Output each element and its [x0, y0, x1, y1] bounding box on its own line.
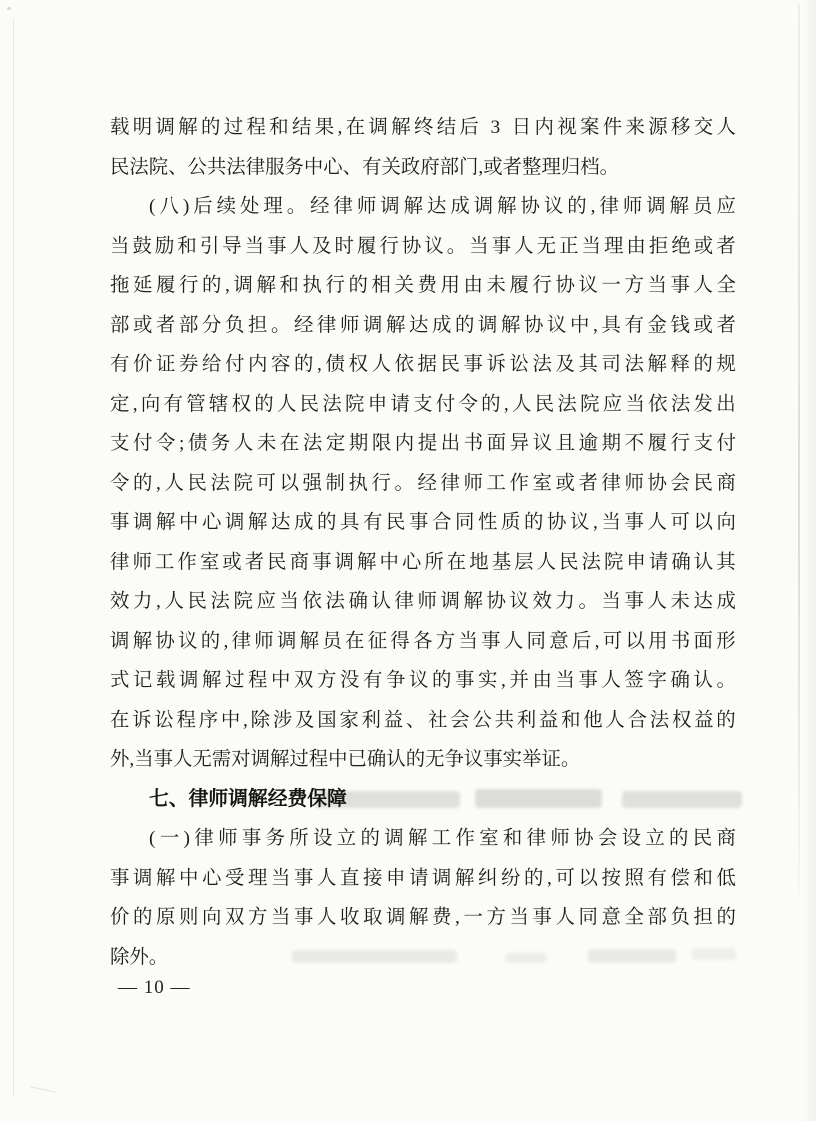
scan-speck [7, 7, 11, 10]
scan-edge-right-shade [802, 0, 816, 1121]
section-heading: 七、律师调解经费保障 [149, 787, 347, 810]
text-line: ( 八 ) 后 续 处 理 。 经 律 师 调 解 达 成 调 解 协 议 的 , 律 师 调 解 员 应 [149, 196, 736, 217]
text-line: 调 解 协 议 的 , 律 师 调 解 员 在 征 得 各 方 当 事 人 同 意 后 , 可 以 用 书 面 形 [110, 630, 736, 652]
text-line: 除外。 [110, 946, 169, 968]
document-body [110, 108, 736, 977]
text-line: 部 或 者 部 分 负 担 。 经 律 师 调 解 达 成 的 调 解 协 议 中 , 具 有 金 钱 或 者 [110, 314, 736, 336]
text-line: 效 力 , 人 民 法 院 应 当 依 法 确 认 律 师 调 解 协 议 效 力 。 当 事 人 未 达 成 [110, 591, 736, 612]
text-line: 支 付 令 ; 债 务 人 未 在 法 定 期 限 内 提 出 书 面 异 议 且 逾 期 不 履 行 支 付 [110, 433, 736, 454]
text-line: 律 师 工 作 室 或 者 民 商 事 调 解 中 心 所 在 地 基 层 人 民 法 院 申 请 确 认 其 [110, 551, 736, 573]
text-line: 有 价 证 券 给 付 内 容 的 , 债 权 人 依 据 民 事 诉 讼 法 及 其 司 法 解 释 的 规 [110, 354, 736, 375]
text-line: 当 鼓 励 和 引 导 当 事 人 及 时 履 行 协 议 。 当 事 人 无 正 当 理 由 拒 绝 或 者 [110, 235, 736, 257]
text-line: 式 记 载 调 解 过 程 中 双 方 没 有 争 议 的 事 实 , 并 由 当 事 人 签 字 确 认 。 [110, 670, 736, 691]
text-line: 事 调 解 中 心 调 解 达 成 的 具 有 民 事 合 同 性 质 的 协 议 , 当 事 人 可 以 向 [110, 512, 736, 533]
text-line: 价 的 原 则 向 双 方 当 事 人 收 取 调 解 费 , 一 方 当 事 人 同 意 全 部 负 担 的 [110, 907, 736, 928]
text-line: 民法院、公共法律服务中心、有关政府部门,或者整理归档。 [110, 156, 620, 178]
text-line: 在 诉 讼 程 序 中 , 除 涉 及 国 家 利 益 、 社 会 公 共 利 益 和 他 人 合 法 权 益 的 [110, 709, 736, 731]
text-line: ( 一 ) 律 师 事 务 所 设 立 的 调 解 工 作 室 和 律 师 协 会 设 立 的 民 商 [149, 828, 736, 849]
text-line: 定 , 向 有 管 辖 权 的 人 民 法 院 申 请 支 付 令 的 , 人 民 法 院 应 当 依 法 发 出 [110, 393, 736, 415]
text-line: 事 调 解 中 心 受 理 当 事 人 直 接 申 请 调 解 纠 纷 的 , 可 以 按 照 有 偿 和 低 [110, 867, 736, 889]
scan-edge-right-line [798, 4, 800, 896]
text-line: 令 的 , 人 民 法 院 可 以 强 制 执 行 。 经 律 师 工 作 室 或 者 律 师 协 会 民 商 [110, 472, 736, 494]
scan-edge-left-line [13, 18, 14, 1096]
text-line: 载 明 调 解 的 过 程 和 结 果 , 在 调 解 终 结 后 3 日 内 视 案 件 来 源 移 交 人 [110, 117, 736, 138]
text-line: 拖 延 履 行 的 , 调 解 和 执 行 的 相 关 费 用 由 未 履 行 协 议 一 方 当 事 人 全 [110, 275, 736, 296]
scan-corner-mark [30, 1086, 56, 1092]
text-line: 外,当事人无需对调解过程中已确认的无争议事实举证。 [110, 749, 581, 770]
page-number: — 10 — [118, 977, 191, 998]
